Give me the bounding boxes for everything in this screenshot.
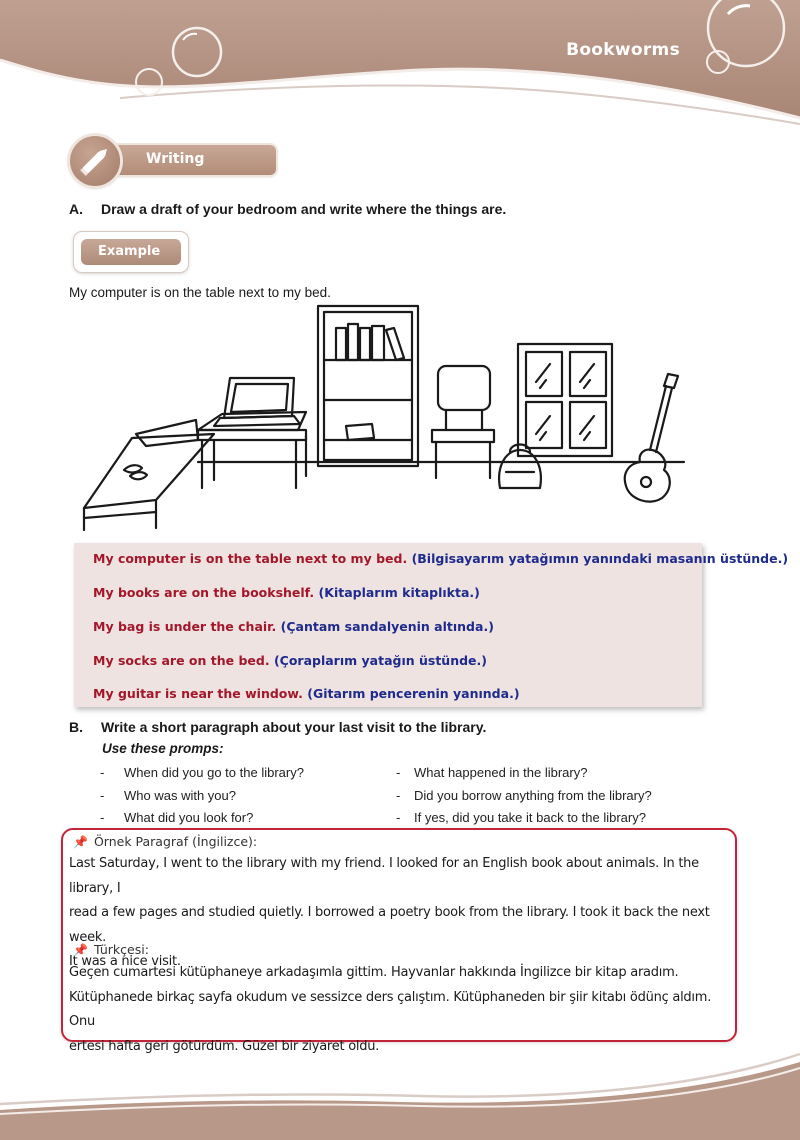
english-heading-text: Örnek Paragraf (İngilizce):: [93, 834, 258, 849]
english-line: Last Saturday, I went to the library with my friend. I looked for an English book about animals. In the library, I: [69, 856, 699, 896]
task-b-instruction: Write a short paragraph about your last visit to the library.: [101, 719, 487, 735]
english-paragraph: [69, 852, 733, 975]
turkish-line: ertesi hafta geri götürdüm. Güzel bir ziyaret oldu.: [69, 1038, 380, 1054]
window-drawing: [518, 344, 612, 456]
sentence-5: [93, 686, 520, 701]
turkish-line: Geçen cumartesi kütüphaneye arkadaşımla gittim. Hayvanlar hakkında İngilizce bir kitap aradım.: [69, 965, 679, 980]
unit-title: Bookworms: [566, 40, 680, 60]
prompt-left-1: - When did you go to the library?: [100, 765, 304, 780]
sentence-5-turkish: (Gitarım pencerenin yanında.): [307, 686, 520, 701]
sentence-2: [93, 585, 480, 600]
sentence-4-english: My socks are on the bed.: [93, 653, 270, 668]
prompts-title: Use these promps:: [102, 741, 224, 756]
bag-drawing: [499, 445, 541, 489]
sentence-3: [93, 619, 494, 634]
prompt-text: Who was with you?: [124, 788, 236, 803]
prompt-right-1: - What happened in the library?: [396, 765, 588, 780]
sentence-1-english: My computer is on the table next to my bed.: [93, 551, 408, 566]
prompt-right-2: - Did you borrow anything from the library?: [396, 788, 652, 803]
sentence-1-turkish: (Bilgisayarım yatağımın yanındaki masanın üstünde.): [411, 551, 789, 566]
bed-drawing: [84, 420, 214, 530]
writing-badge-circle: [70, 136, 120, 186]
pushpin-icon: 📌: [73, 835, 88, 849]
example-caption: My computer is on the table next to my bed.: [69, 285, 331, 300]
laptop-drawing: [214, 378, 300, 426]
prompt-text: What did you look for?: [124, 810, 254, 825]
example-label: Example: [98, 244, 161, 259]
pencil-icon: [70, 136, 120, 186]
bedroom-illustration: [74, 300, 694, 540]
sentence-3-english: My bag is under the chair.: [93, 619, 277, 634]
guitar-drawing: [625, 374, 678, 502]
prompt-text: What happened in the library?: [414, 765, 588, 780]
sentence-1: [93, 551, 788, 566]
task-a-letter: A.: [69, 201, 83, 217]
prompt-left-2: - Who was with you?: [100, 788, 236, 803]
pushpin-icon: 📌: [73, 943, 88, 957]
sentence-2-turkish: (Kitaplarım kitaplıkta.): [318, 585, 480, 600]
header-wave-band: [0, 0, 800, 130]
turkish-heading: [73, 942, 149, 957]
english-line: read a few pages and studied quietly. I borrowed a poetry book from the library. I took it back the next week.: [69, 905, 710, 945]
prompt-text: When did you go to the library?: [124, 765, 304, 780]
sentence-4-turkish: (Çoraplarım yatağın üstünde.): [273, 653, 487, 668]
footer-wave-band: [0, 1040, 800, 1140]
writing-section-label: Writing: [146, 151, 205, 167]
english-heading: [73, 834, 257, 849]
english-line: It was a nice visit.: [69, 954, 181, 969]
task-b-letter: B.: [69, 719, 83, 735]
bookshelf-drawing: [318, 306, 418, 466]
prompt-left-3: - What did you look for?: [100, 810, 254, 825]
task-b-heading: [69, 719, 486, 735]
sentence-4: [93, 653, 487, 668]
prompt-text: Did you borrow anything from the library?: [414, 788, 652, 803]
prompt-text: If yes, did you take it back to the library?: [414, 810, 646, 825]
sentence-2-english: My books are on the bookshelf.: [93, 585, 315, 600]
sentence-3-turkish: (Çantam sandalyenin altında.): [280, 619, 494, 634]
sentence-5-english: My guitar is near the window.: [93, 686, 303, 701]
task-a-instruction: Draw a draft of your bedroom and write where the things are.: [101, 201, 507, 217]
task-a-heading: [69, 201, 506, 217]
example-sentences-box: [74, 543, 789, 707]
prompt-right-3: - If yes, did you take it back to the library?: [396, 810, 646, 825]
turkish-line: Kütüphanede birkaç sayfa okudum ve sessizce ders çalıştım. Kütüphaneden bir şiir kitabı ödünç aldım. Onu: [69, 989, 712, 1029]
turkish-heading-text: Türkçesi:: [93, 942, 149, 957]
